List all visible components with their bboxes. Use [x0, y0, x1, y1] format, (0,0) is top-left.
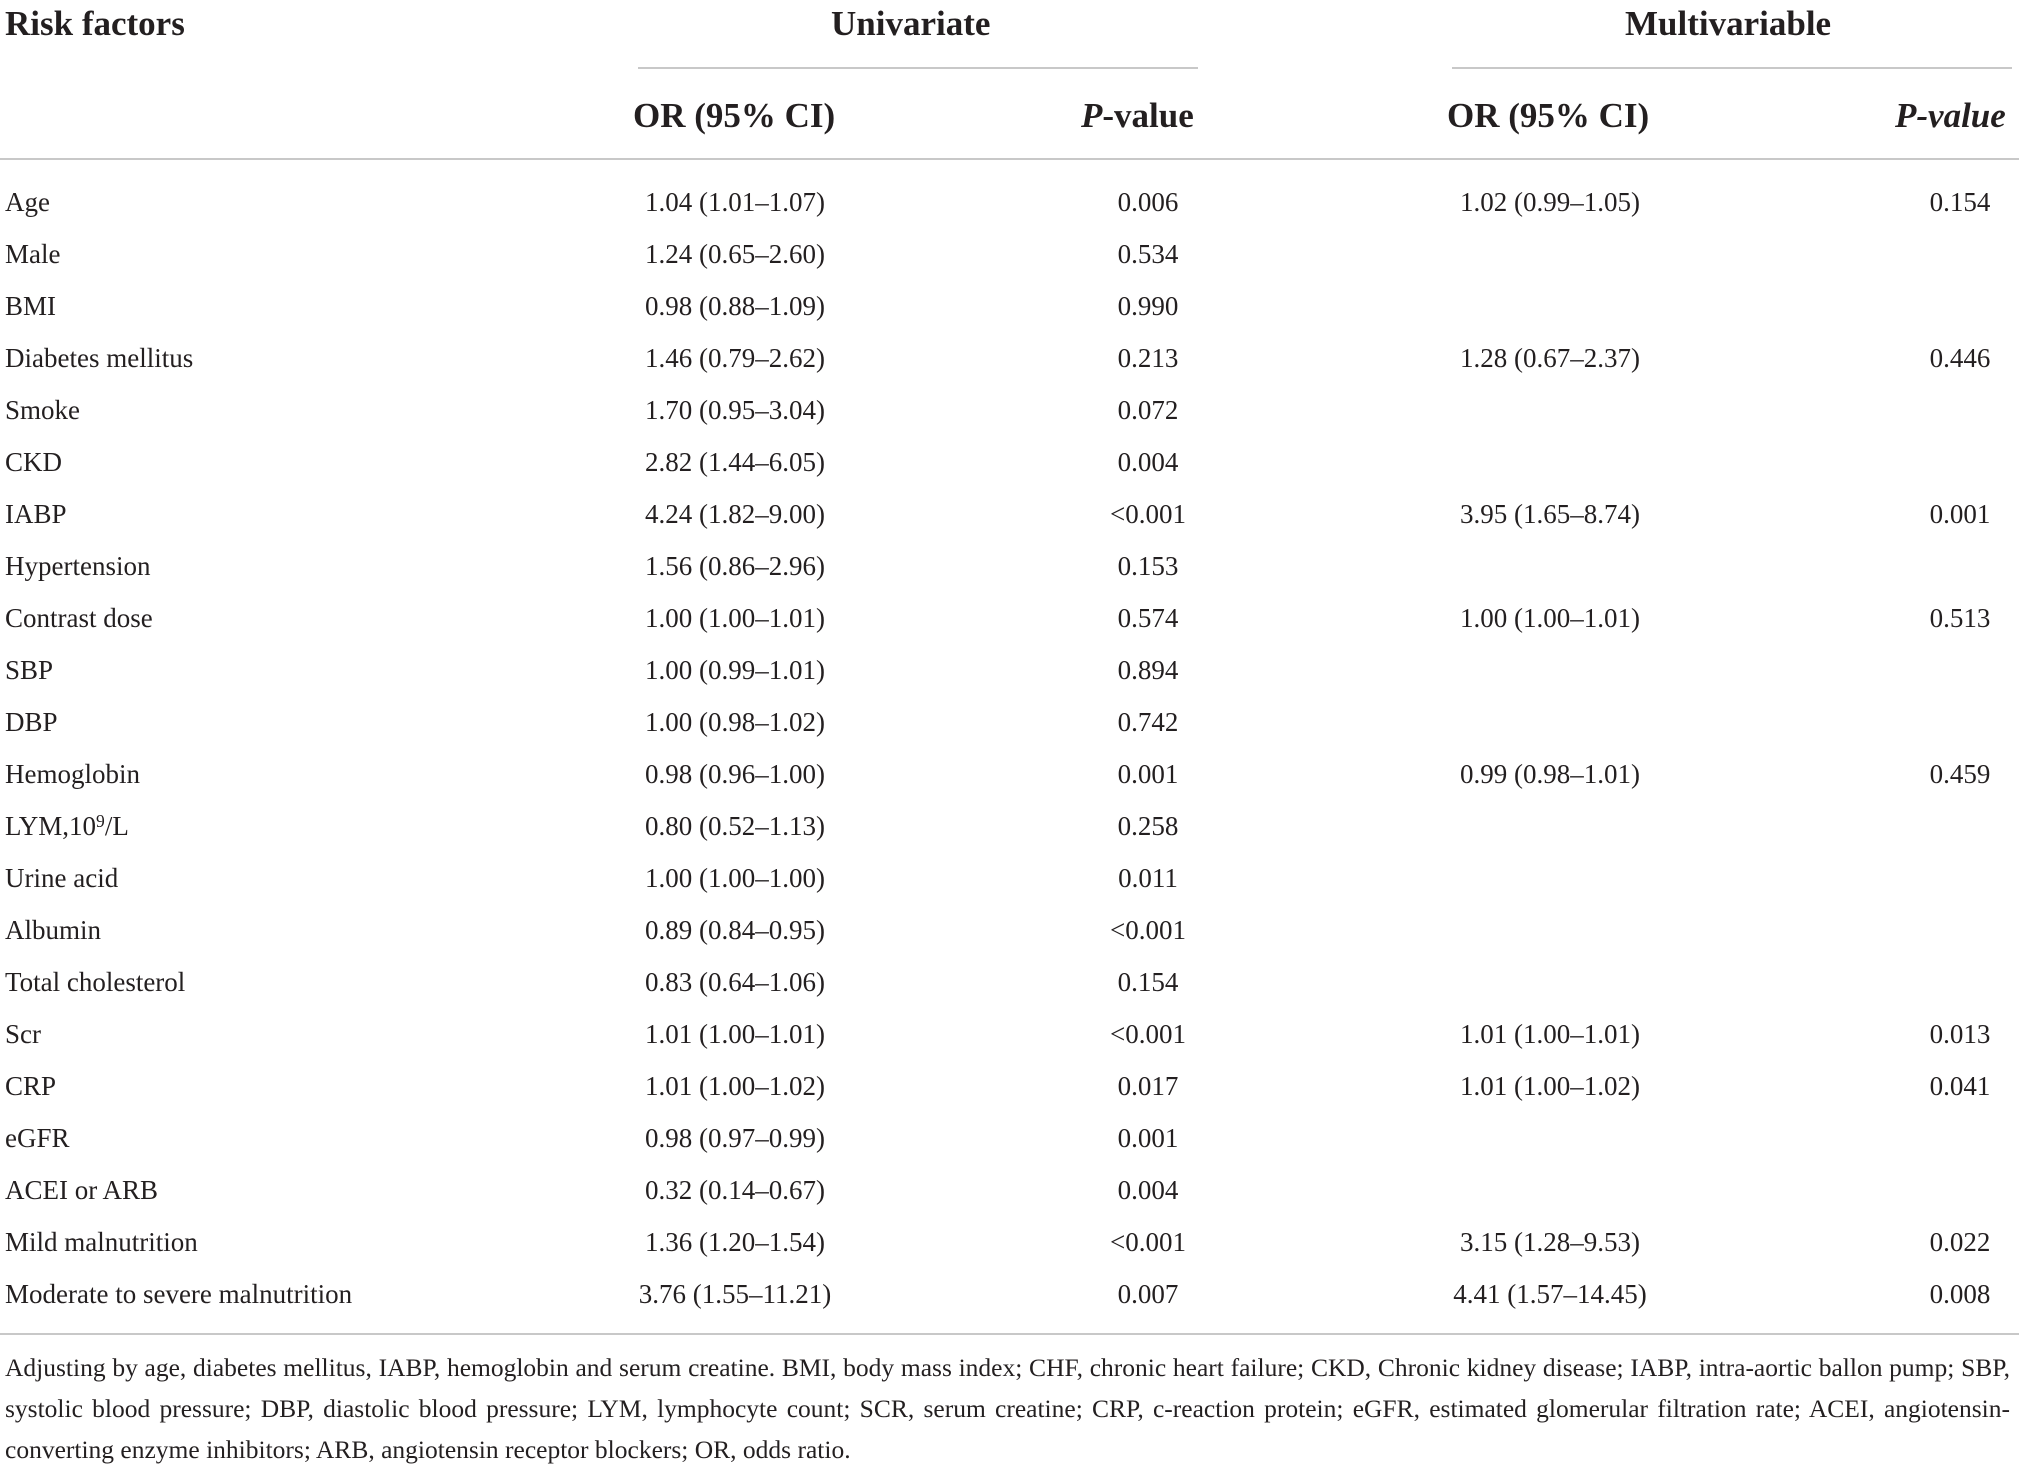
univariate-or-cell: 1.56 (0.86–2.96) — [645, 551, 825, 581]
row-label — [5, 1070, 56, 1102]
multivariable-or-cell: 1.00 (1.00–1.01) — [1460, 603, 1640, 633]
header-multivariable: Multivariable — [1625, 4, 1832, 43]
row-label-text: Contrast dose — [5, 603, 153, 633]
univariate-or-cell: 0.80 (0.52–1.13) — [645, 811, 825, 841]
univariate-or-cell: 1.24 (0.65–2.60) — [645, 239, 825, 269]
univariate-p-cell: <0.001 — [1110, 1019, 1186, 1049]
univariate-p-cell: 0.072 — [1117, 395, 1179, 425]
multivariable-or-cell: 1.01 (1.00–1.02) — [1460, 1071, 1640, 1101]
row-label — [5, 706, 58, 738]
multivariable-or-cell: 3.95 (1.65–8.74) — [1460, 499, 1640, 529]
univariate-or-cell: 1.00 (0.98–1.02) — [645, 707, 825, 737]
univariate-or-cell: 1.36 (1.20–1.54) — [645, 1227, 825, 1257]
row-label — [5, 238, 60, 270]
univariate-or-cell: 0.32 (0.14–0.67) — [645, 1175, 825, 1205]
row-label — [5, 1174, 158, 1206]
row-label — [5, 550, 150, 582]
univariate-or-cell: 4.24 (1.82–9.00) — [645, 499, 825, 529]
row-label-text: CRP — [5, 1071, 57, 1101]
row-label-suffix: /L — [104, 811, 129, 841]
multivariable-p-cell: 0.513 — [1929, 603, 1991, 633]
row-label-text: Smoke — [5, 395, 81, 425]
univariate-or-cell: 1.70 (0.95–3.04) — [645, 395, 825, 425]
row-label-text: CKD — [5, 447, 63, 477]
multivariable-p-cell: 0.001 — [1929, 499, 1991, 529]
subheader-uni-p — [1081, 96, 1194, 136]
row-label — [5, 446, 62, 478]
row-label-text: BMI — [5, 291, 57, 321]
row-label-text: Hypertension — [5, 551, 151, 581]
multivariable-p-cell: 0.154 — [1929, 187, 1991, 217]
multivariable-or-cell: 0.99 (0.98–1.01) — [1460, 759, 1640, 789]
multivariable-p-cell: 0.013 — [1929, 1019, 1991, 1049]
row-label-text: Scr — [5, 1019, 41, 1049]
univariate-p-cell: 0.007 — [1117, 1279, 1179, 1309]
row-label-text: Moderate to severe malnutrition — [5, 1279, 353, 1309]
univariate-p-cell: 0.153 — [1117, 551, 1179, 581]
univariate-or-cell: 0.98 (0.88–1.09) — [645, 291, 825, 321]
univariate-p-cell: 0.258 — [1117, 811, 1179, 841]
univariate-or-cell: 1.01 (1.00–1.01) — [645, 1019, 825, 1049]
row-label-text: SBP — [5, 655, 54, 685]
header-risk-factors: Risk factors — [5, 4, 185, 43]
univariate-p-cell: <0.001 — [1110, 499, 1186, 529]
univariate-p-cell: 0.742 — [1117, 707, 1179, 737]
univariate-or-cell: 1.00 (1.00–1.00) — [645, 863, 825, 893]
row-label — [5, 862, 118, 894]
multivariable-spanner-rule — [1452, 67, 2012, 69]
row-label — [5, 342, 193, 374]
row-label — [5, 1122, 70, 1154]
row-label-superscript: 9 — [96, 811, 105, 832]
row-label — [5, 966, 185, 998]
univariate-p-cell: 0.001 — [1117, 759, 1179, 789]
table-footnote: Adjusting by age, diabetes mellitus, IABP, hemoglobin and serum creatine. BMI, body mass index; CHF, chronic heart failure; CKD, Chronic kidney disease; IABP, intra-aortic ballon pump; SBP, systolic blood pressure; DBP, diastolic blood pressure; LYM, lymphocyte count; SCR, serum creatine; CRP, c-reaction protein; eGFR, estimated glomerular filtration rate; ACEI, angiotensin-converting enzyme inhibitors; ARB, angiotensin receptor blockers; OR, odds ratio. — [5, 1353, 2010, 1464]
table-bottom-rule — [0, 1333, 2019, 1335]
row-label-text: eGFR — [5, 1123, 70, 1153]
row-label — [5, 810, 129, 842]
row-label — [5, 602, 153, 634]
row-label — [5, 758, 140, 790]
univariate-p-cell: 0.011 — [1118, 863, 1178, 893]
univariate-or-cell: 2.82 (1.44–6.05) — [645, 447, 825, 477]
univariate-or-cell: 1.01 (1.00–1.02) — [645, 1071, 825, 1101]
row-label-text: Hemoglobin — [5, 759, 140, 789]
header-univariate: Univariate — [831, 4, 991, 43]
row-label-text: Age — [5, 187, 50, 217]
row-label-text: Diabetes mellitus — [5, 343, 194, 373]
subheader-uni-p-rest: -value — [1102, 96, 1194, 135]
row-label — [5, 290, 56, 322]
row-label-text: Urine acid — [5, 863, 119, 893]
row-label — [5, 186, 50, 218]
row-label-text: DBP — [5, 707, 58, 737]
multivariable-p-cell: 0.022 — [1929, 1227, 1991, 1257]
row-label-text: Total cholesterol — [5, 967, 186, 997]
row-label — [5, 1226, 198, 1258]
row-label-text: ACEI or ARB — [5, 1175, 159, 1205]
row-label-text: Albumin — [5, 915, 102, 945]
univariate-p-cell: <0.001 — [1110, 1227, 1186, 1257]
univariate-p-cell: 0.894 — [1117, 655, 1179, 685]
row-label — [5, 1278, 352, 1310]
multivariable-p-cell: 0.008 — [1929, 1279, 1991, 1309]
univariate-or-cell: 0.98 (0.96–1.00) — [645, 759, 825, 789]
multivariable-or-cell: 1.28 (0.67–2.37) — [1460, 343, 1640, 373]
multivariable-p-cell: 0.446 — [1929, 343, 1991, 373]
univariate-or-cell: 3.76 (1.55–11.21) — [638, 1279, 832, 1309]
univariate-p-cell: 0.017 — [1117, 1071, 1179, 1101]
univariate-p-cell: 0.001 — [1117, 1123, 1179, 1153]
row-label — [5, 1018, 41, 1050]
multivariable-or-cell: 3.15 (1.28–9.53) — [1460, 1227, 1640, 1257]
univariate-or-cell: 1.00 (1.00–1.01) — [645, 603, 825, 633]
univariate-p-cell: 0.004 — [1117, 447, 1179, 477]
univariate-or-cell: 1.04 (1.01–1.07) — [645, 187, 825, 217]
subheader-uni-p-italic: P — [1081, 96, 1103, 135]
multivariable-p-cell: 0.459 — [1929, 759, 1991, 789]
univariate-p-cell: 0.213 — [1117, 343, 1179, 373]
row-label — [5, 914, 101, 946]
subheader-multi-p: P-value — [1895, 96, 2006, 135]
univariate-or-cell: 0.98 (0.97–0.99) — [645, 1123, 825, 1153]
row-label — [5, 498, 67, 530]
row-label-text: IABP — [5, 499, 67, 529]
univariate-or-cell: 0.83 (0.64–1.06) — [645, 967, 825, 997]
subheader-multi-or: OR (95% CI) — [1447, 96, 1650, 135]
header-bottom-rule — [0, 158, 2019, 160]
univariate-p-cell: 0.004 — [1117, 1175, 1179, 1205]
univariate-p-cell: 0.990 — [1117, 291, 1179, 321]
multivariable-or-cell: 4.41 (1.57–14.45) — [1453, 1279, 1647, 1309]
multivariable-p-cell: 0.041 — [1929, 1071, 1991, 1101]
row-label — [5, 654, 53, 686]
univariate-spanner-rule — [638, 67, 1198, 69]
row-label-text: LYM,10 — [5, 811, 97, 841]
univariate-p-cell: 0.574 — [1117, 603, 1179, 633]
multivariable-or-cell: 1.01 (1.00–1.01) — [1460, 1019, 1640, 1049]
univariate-p-cell: <0.001 — [1110, 915, 1186, 945]
univariate-p-cell: 0.534 — [1117, 239, 1179, 269]
univariate-or-cell: 1.46 (0.79–2.62) — [645, 343, 825, 373]
row-label — [5, 394, 80, 426]
univariate-or-cell: 1.00 (0.99–1.01) — [645, 655, 825, 685]
univariate-p-cell: 0.154 — [1117, 967, 1179, 997]
row-label-text: Mild malnutrition — [5, 1227, 198, 1257]
univariate-p-cell: 0.006 — [1117, 187, 1179, 217]
multivariable-or-cell: 1.02 (0.99–1.05) — [1460, 187, 1640, 217]
subheader-uni-or: OR (95% CI) — [633, 96, 836, 135]
row-label-text: Male — [5, 239, 61, 269]
univariate-or-cell: 0.89 (0.84–0.95) — [645, 915, 825, 945]
